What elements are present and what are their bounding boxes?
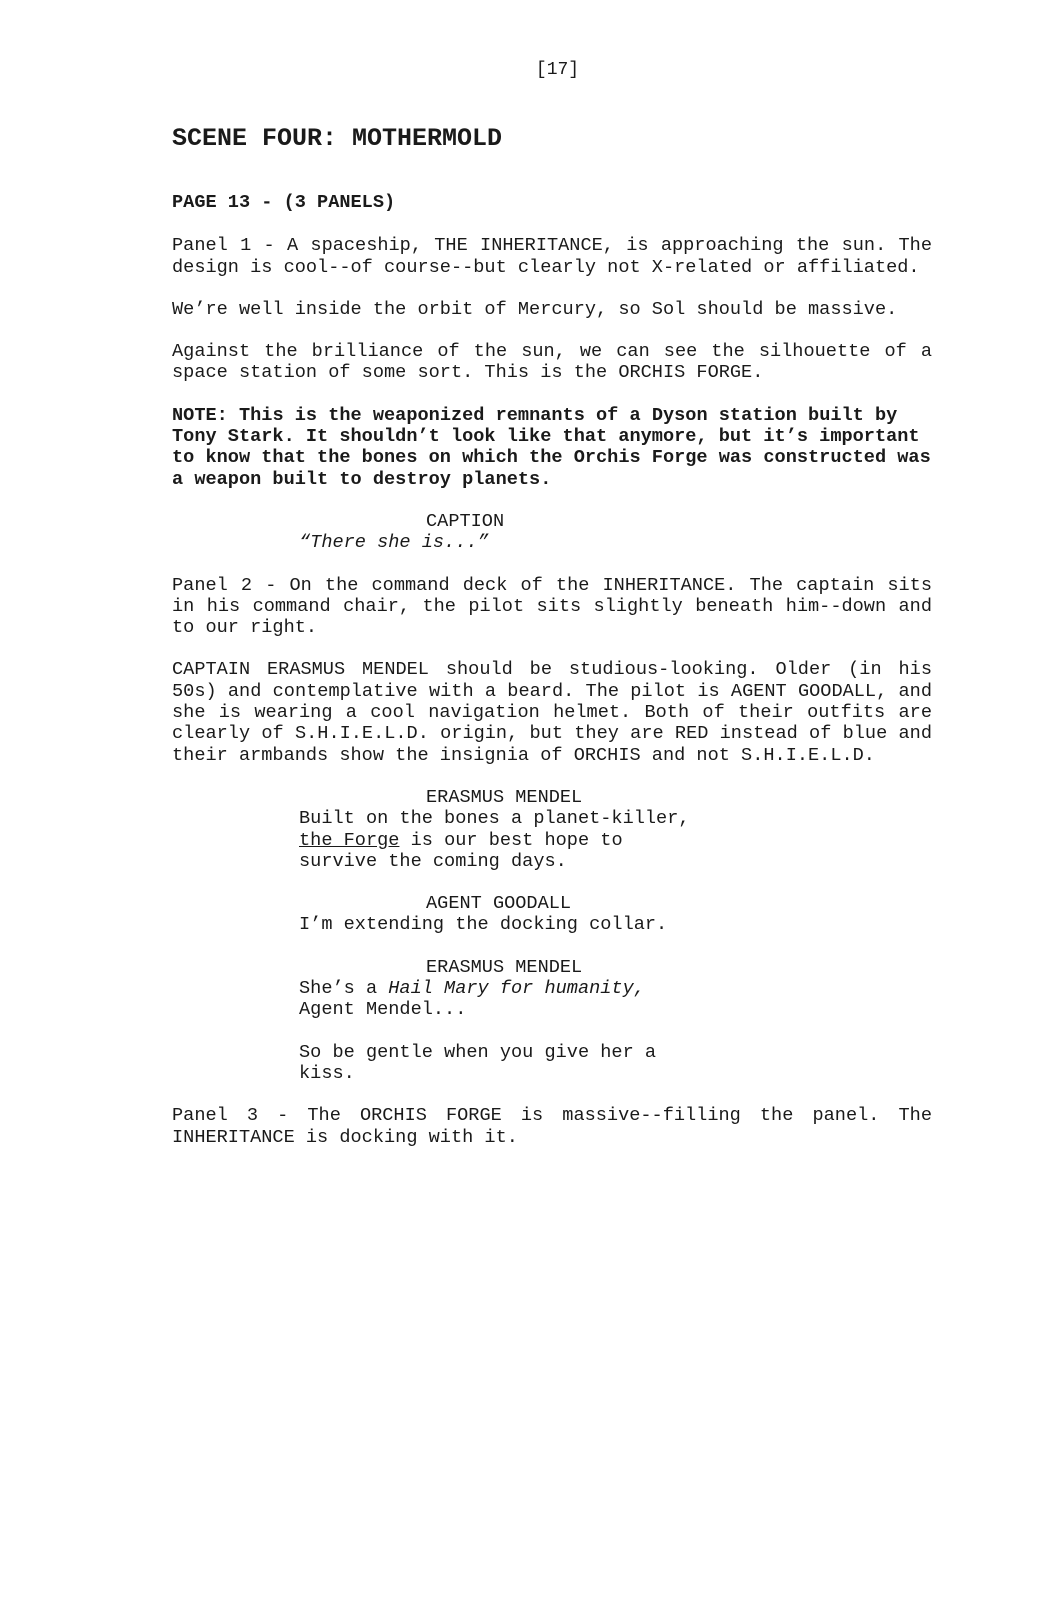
dialogue-text: She’s a: [299, 978, 389, 1000]
panel-3-description: Panel 3 - The ORCHIS FORGE is massive--filling the panel. The INHERITANCE is docking with it.: [172, 1105, 932, 1148]
panel-2-description: Panel 2 - On the command deck of the INHERITANCE. The captain sits in his command chair, the pilot sits slightly beneath him--down and to our right.: [172, 574, 932, 639]
page-heading: PAGE 13 - (3 PANELS): [172, 192, 396, 213]
panel-2-paragraph-2: CAPTAIN ERASMUS MENDEL should be studious-looking. Older (in his 50s) and contemplative with a beard. The pilot is AGENT GOODALL, and she is wearing a cool navigation helmet. Both of their outfits are clearly of S.H.I.E.L.D. origin, but they are RED instead of blue and their armbands show the insignia of ORCHIS and not S.H.I.E.L.D.: [172, 659, 932, 766]
dialogue-line: kiss.: [299, 1062, 355, 1084]
dialogue-line: Agent Mendel...: [299, 999, 467, 1021]
panel-1-note: [172, 405, 932, 490]
caption-block: [299, 511, 739, 554]
character-name: ERASMUS MENDEL: [426, 786, 583, 808]
dialogue-mendel-1: [299, 787, 739, 872]
note-label: NOTE:: [172, 404, 228, 426]
italic-phrase: Hail Mary for humanity,: [388, 978, 645, 1000]
script-content: [172, 124, 932, 1169]
dialogue-line: [299, 830, 739, 851]
note-text: This is the weaponized remnants of a Dyson station built by Tony Stark. It shouldn’t look like that anymore, but it’s important to know that the bones on which the Orchis Forge was constructed was a weapon built to destroy planets.: [172, 404, 931, 490]
character-name: ERASMUS MENDEL: [426, 956, 583, 978]
dialogue-line: I’m extending the docking collar.: [299, 914, 668, 936]
scene-title: SCENE FOUR: MOTHERMOLD: [172, 124, 503, 153]
dialogue-line: So be gentle when you give her a: [299, 1041, 657, 1063]
dialogue-text: is our best hope to: [399, 829, 623, 851]
caption-cue: CAPTION: [426, 510, 505, 532]
dialogue-line: [299, 978, 739, 999]
panel-1-paragraph-2: We’re well inside the orbit of Mercury, so Sol should be massive.: [172, 298, 898, 320]
character-name: AGENT GOODALL: [426, 893, 572, 915]
underlined-phrase: the Forge: [299, 829, 400, 851]
panel-1-paragraph-3: Against the brilliance of the sun, we can see the silhouette of a space station of some sort. This is the ORCHIS FORGE.: [172, 341, 932, 384]
dialogue-line: Built on the bones a planet-killer,: [299, 808, 690, 830]
panel-1-description: Panel 1 - A spaceship, THE INHERITANCE, is approaching the sun. The design is cool--of course--but clearly not X-related or affiliated.: [172, 235, 932, 278]
dialogue-line: survive the coming days.: [299, 850, 567, 872]
dialogue-mendel-2: [299, 957, 739, 1084]
caption-text: “There she is...”: [299, 532, 489, 554]
page-number: [17]: [535, 60, 580, 80]
dialogue-goodall: [299, 893, 739, 936]
dialogue-spacer: [299, 1021, 739, 1042]
